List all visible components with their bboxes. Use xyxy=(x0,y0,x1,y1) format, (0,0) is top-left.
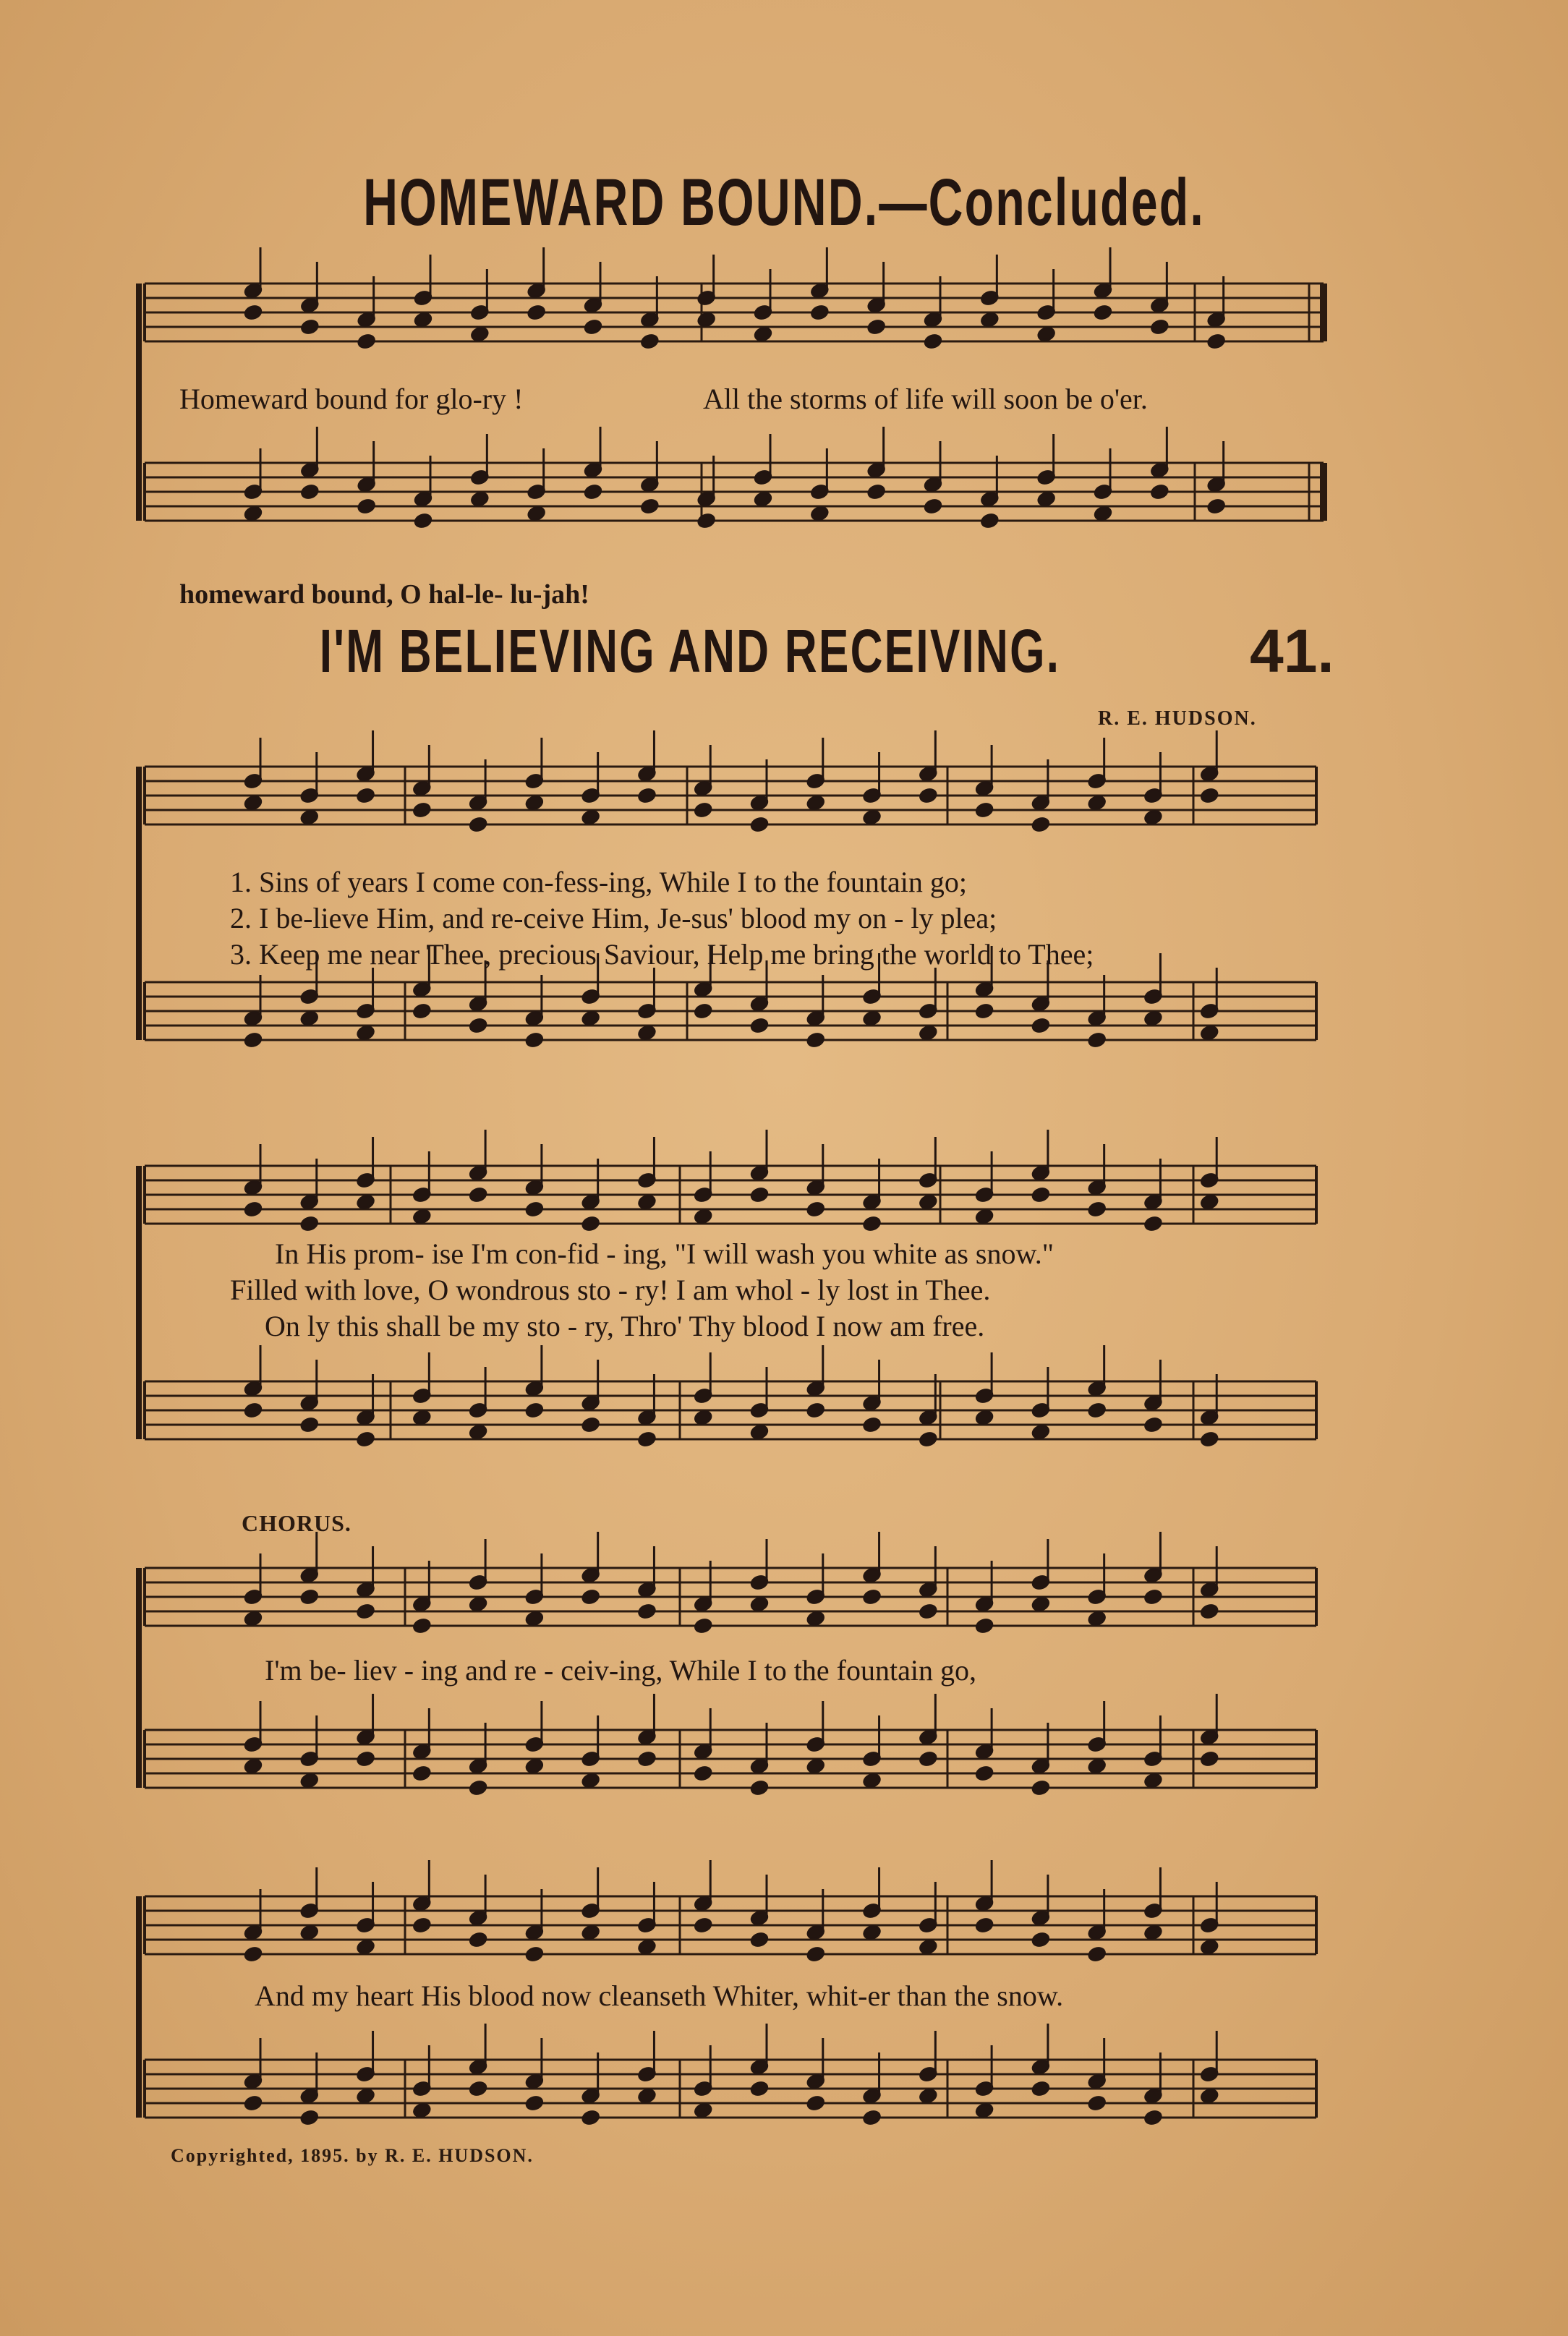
notehead xyxy=(581,809,600,826)
notehead xyxy=(300,484,319,500)
notehead xyxy=(244,1402,263,1419)
notehead xyxy=(1088,2095,1107,2112)
chorus-label: CHORUS. xyxy=(242,1510,351,1536)
notehead xyxy=(1031,1018,1050,1034)
notehead xyxy=(1031,817,1050,833)
notehead xyxy=(697,312,716,328)
notehead xyxy=(750,817,769,833)
notehead xyxy=(806,1758,825,1775)
verse-1-line-1: 1. Sins of years I come con-fess-ing, While I to the fountain go; xyxy=(230,866,968,898)
verse-3-line-1: 3. Keep me near Thee, precious Saviour, Help me bring the world to Thee; xyxy=(230,938,1094,971)
notehead xyxy=(694,1917,712,1934)
notehead xyxy=(1207,498,1226,515)
notehead xyxy=(806,1611,825,1627)
notehead xyxy=(1200,1025,1219,1041)
notehead xyxy=(919,1603,937,1620)
notehead xyxy=(1031,1187,1050,1203)
verse-1-line-2: In His prom- ise I'm con-fid - ing, "I will wash you white as snow." xyxy=(275,1237,1054,1270)
notehead xyxy=(1143,809,1162,826)
notehead xyxy=(975,802,994,819)
notehead xyxy=(470,326,489,343)
notehead xyxy=(356,1431,375,1448)
notehead xyxy=(300,2110,319,2126)
notehead xyxy=(1200,1751,1219,1768)
hymn-title: I'M BELIEVING AND RECEIVING. xyxy=(319,617,1061,685)
notehead xyxy=(1200,1939,1219,1956)
notehead xyxy=(412,1209,431,1225)
notehead xyxy=(924,333,942,350)
notehead xyxy=(750,1424,769,1441)
notehead xyxy=(356,1194,375,1211)
notehead xyxy=(357,498,376,515)
notehead xyxy=(806,2095,825,2112)
notehead xyxy=(754,326,772,343)
homeward-lyric-lower: homeward bound, O hal-le- lu-jah! xyxy=(179,579,589,610)
notehead xyxy=(1150,484,1169,500)
notehead xyxy=(527,304,546,321)
notehead xyxy=(525,1758,544,1775)
notehead xyxy=(525,2095,544,2112)
notehead xyxy=(356,1939,375,1956)
notehead xyxy=(300,1010,319,1027)
notehead xyxy=(300,1216,319,1232)
notehead xyxy=(1088,795,1107,811)
notehead xyxy=(1088,1201,1107,1218)
notehead xyxy=(1200,1431,1219,1448)
notehead xyxy=(1031,2081,1050,2097)
homeward-lyric-upper-2: All the storms of life will soon be o'er. xyxy=(703,383,1148,415)
notehead xyxy=(581,1773,600,1789)
notehead xyxy=(300,1417,319,1433)
notehead xyxy=(919,2088,937,2105)
notehead xyxy=(584,319,602,336)
notehead xyxy=(975,1003,994,1020)
notehead xyxy=(1200,2088,1219,2105)
notehead xyxy=(1143,2110,1162,2126)
notehead xyxy=(414,513,433,529)
notehead xyxy=(980,312,999,328)
notehead xyxy=(412,2102,431,2119)
notehead xyxy=(919,1751,937,1768)
notehead xyxy=(244,795,263,811)
notehead xyxy=(924,498,942,515)
notehead xyxy=(694,1765,712,1782)
notehead xyxy=(862,1417,881,1433)
notehead xyxy=(470,491,489,508)
notehead xyxy=(525,1611,544,1627)
notehead xyxy=(1207,333,1226,350)
notehead xyxy=(1037,491,1056,508)
notehead xyxy=(300,809,319,826)
composer-credit: R. E. HUDSON. xyxy=(1098,707,1257,730)
notehead xyxy=(525,1946,544,1963)
notehead xyxy=(357,333,376,350)
notehead xyxy=(867,319,886,336)
notehead xyxy=(469,1187,487,1203)
notehead xyxy=(750,1932,769,1948)
notehead xyxy=(1031,1780,1050,1796)
notehead xyxy=(862,809,881,826)
notehead xyxy=(1143,1216,1162,1232)
notehead xyxy=(1143,1773,1162,1789)
notehead xyxy=(640,498,659,515)
notehead xyxy=(1031,1596,1050,1613)
notehead xyxy=(300,1773,319,1789)
notehead xyxy=(525,795,544,811)
notehead xyxy=(810,304,829,321)
notehead xyxy=(581,1589,600,1606)
notehead xyxy=(356,2088,375,2105)
notehead xyxy=(694,1410,712,1426)
notehead xyxy=(469,2081,487,2097)
verse-2-line-2: Filled with love, O wondrous sto - ry! I am whol - ly lost in Thee. xyxy=(230,1274,991,1306)
notehead xyxy=(975,1410,994,1426)
notehead xyxy=(806,1402,825,1419)
notehead xyxy=(581,1417,600,1433)
notehead xyxy=(1143,1924,1162,1941)
notehead xyxy=(356,1603,375,1620)
notehead xyxy=(1031,1424,1050,1441)
notehead xyxy=(806,1946,825,1963)
notehead xyxy=(975,1618,994,1634)
notehead xyxy=(244,1758,263,1775)
notehead xyxy=(637,1025,656,1041)
notehead xyxy=(750,1596,769,1613)
notehead xyxy=(750,2081,769,2097)
homeward-lyric-upper-1: Homeward bound for glo-ry ! xyxy=(179,383,524,415)
notehead xyxy=(581,2110,600,2126)
notehead xyxy=(637,2088,656,2105)
verse-3-line-2: On ly this shall be my sto - ry, Thro' Thy blood I now am free. xyxy=(265,1310,985,1342)
notehead xyxy=(244,1611,263,1627)
notehead xyxy=(862,1010,881,1027)
notehead xyxy=(412,1410,431,1426)
notehead xyxy=(581,1924,600,1941)
notehead xyxy=(356,1751,375,1768)
notehead xyxy=(1094,304,1112,321)
notehead xyxy=(862,1773,881,1789)
notehead xyxy=(525,1032,544,1049)
notehead xyxy=(469,1596,487,1613)
notehead xyxy=(244,2095,263,2112)
notehead xyxy=(1088,1402,1107,1419)
chorus-line-2: And my heart His blood now cleanseth Whiter, whit-er than the snow. xyxy=(255,1979,1064,2012)
page-number: 41. xyxy=(1250,617,1334,685)
notehead xyxy=(244,1032,263,1049)
notehead xyxy=(697,513,716,529)
notehead xyxy=(1200,1194,1219,1211)
notehead xyxy=(919,1431,937,1448)
notehead xyxy=(919,1939,937,1956)
copyright-notice: Copyrighted, 1895. by R. E. HUDSON. xyxy=(171,2145,534,2166)
notehead xyxy=(1143,1589,1162,1606)
notehead xyxy=(356,788,375,804)
notehead xyxy=(637,1751,656,1768)
notehead xyxy=(412,802,431,819)
notehead xyxy=(694,802,712,819)
notehead xyxy=(975,1209,994,1225)
notehead xyxy=(412,1765,431,1782)
notehead xyxy=(414,312,433,328)
notehead xyxy=(300,1589,319,1606)
notehead xyxy=(412,1618,431,1634)
notehead xyxy=(469,817,487,833)
notehead xyxy=(637,1431,656,1448)
notehead xyxy=(1094,506,1112,522)
notehead xyxy=(637,1603,656,1620)
notehead xyxy=(750,1187,769,1203)
notehead xyxy=(867,484,886,500)
notehead xyxy=(244,304,263,321)
notehead xyxy=(1143,1417,1162,1433)
notehead xyxy=(862,1924,881,1941)
notehead xyxy=(862,1589,881,1606)
notehead xyxy=(754,491,772,508)
notehead xyxy=(975,1765,994,1782)
notehead xyxy=(980,513,999,529)
notehead xyxy=(1037,326,1056,343)
notehead xyxy=(750,1780,769,1796)
notehead xyxy=(244,1946,263,1963)
notehead xyxy=(1031,1932,1050,1948)
notehead xyxy=(806,1201,825,1218)
notehead xyxy=(806,795,825,811)
notehead xyxy=(584,484,602,500)
notehead xyxy=(640,333,659,350)
notehead xyxy=(810,506,829,522)
notehead xyxy=(1150,319,1169,336)
notehead xyxy=(637,1939,656,1956)
notehead xyxy=(975,2102,994,2119)
notehead xyxy=(694,1209,712,1225)
notehead xyxy=(469,1932,487,1948)
verse-2-line-1: 2. I be-lieve Him, and re-ceive Him, Je-sus' blood my on - ly plea; xyxy=(230,902,997,934)
notehead xyxy=(862,2110,881,2126)
notehead xyxy=(581,1010,600,1027)
notehead xyxy=(1088,1758,1107,1775)
notehead xyxy=(244,1201,263,1218)
notehead xyxy=(637,1194,656,1211)
notehead xyxy=(919,1194,937,1211)
notehead xyxy=(412,1917,431,1934)
notehead xyxy=(469,1780,487,1796)
notehead xyxy=(525,1402,544,1419)
notehead xyxy=(862,1216,881,1232)
notehead xyxy=(300,1924,319,1941)
notehead xyxy=(1088,1032,1107,1049)
notehead xyxy=(919,788,937,804)
notehead xyxy=(637,788,656,804)
notehead xyxy=(750,1018,769,1034)
notehead xyxy=(1088,1946,1107,1963)
notehead xyxy=(694,2102,712,2119)
notehead xyxy=(469,1018,487,1034)
notehead xyxy=(469,1424,487,1441)
notehead xyxy=(806,1032,825,1049)
chorus-line-1: I'm be- liev - ing and re - ceiv-ing, While I to the fountain go, xyxy=(265,1654,976,1687)
notehead xyxy=(919,1025,937,1041)
notehead xyxy=(356,1025,375,1041)
notehead xyxy=(694,1618,712,1634)
notehead xyxy=(1200,788,1219,804)
notehead xyxy=(244,506,263,522)
notehead xyxy=(1200,1603,1219,1620)
notehead xyxy=(581,1216,600,1232)
notehead xyxy=(694,1003,712,1020)
notehead xyxy=(412,1003,431,1020)
notehead xyxy=(1143,1010,1162,1027)
notehead xyxy=(1088,1611,1107,1627)
notehead xyxy=(300,319,319,336)
homeward-title: HOMEWARD BOUND.—Concluded. xyxy=(363,166,1205,239)
notehead xyxy=(527,506,546,522)
notehead xyxy=(975,1917,994,1934)
notehead xyxy=(525,1201,544,1218)
